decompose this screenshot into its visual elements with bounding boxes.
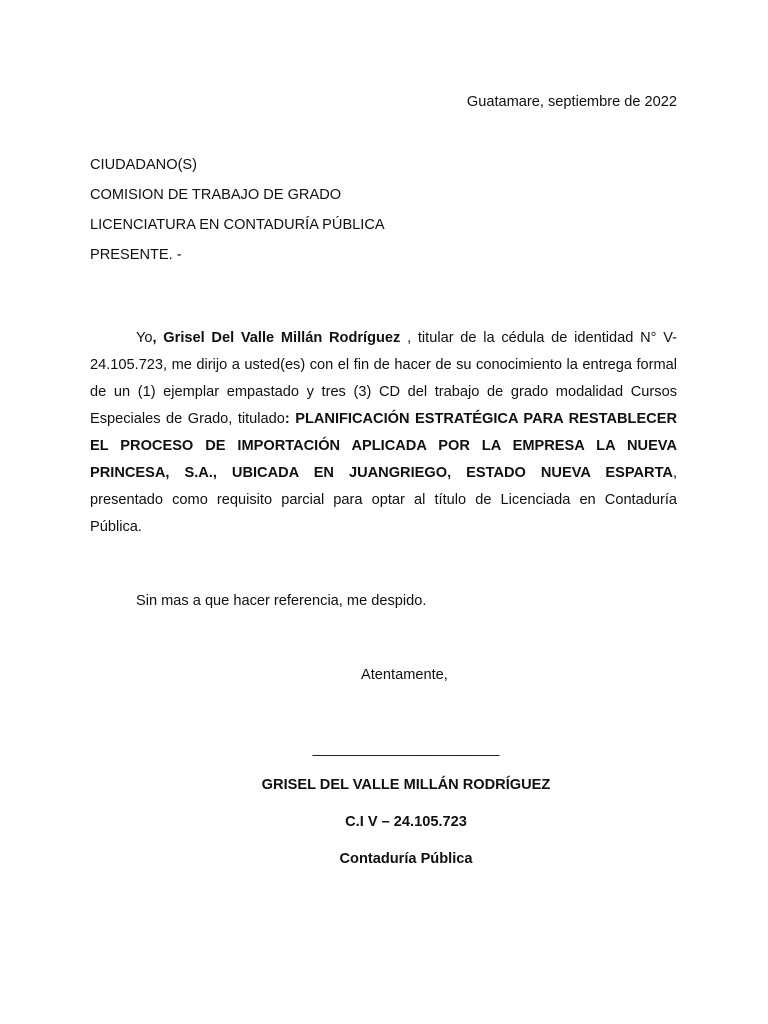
body-text-purpose: , presentado como requisito parcial para optar al título de Licenciada en Contaduría Pública. bbox=[90, 465, 677, 535]
signer-name: GRISEL DEL VALLE MILLÁN RODRÍGUEZ bbox=[261, 777, 551, 793]
recipient-line-commission: COMISION DE TRABAJO DE GRADO bbox=[90, 187, 342, 203]
body-text-intro: , titular de la cédula de identidad N° V-24.105.723, me dirijo a usted(es) con el fin de hacer de su conocimiento la entrega formal de un (1) ejemplar empastado y tres (3) CD del trabajo de grado modalidad Cursos Especiales de Grado, titulado bbox=[90, 330, 677, 427]
signature-line: _______________________ bbox=[312, 741, 500, 757]
regards-text: Atentamente, bbox=[361, 667, 448, 683]
signer-id: C.I V – 24.105.723 bbox=[345, 814, 467, 830]
place-date: Guatamare, septiembre de 2022 bbox=[466, 94, 677, 110]
recipient-block bbox=[90, 150, 385, 270]
recipient-line-degree: LICENCIATURA EN CONTADURÍA PÚBLICA bbox=[90, 217, 385, 233]
recipient-line-present: PRESENTE. - bbox=[90, 247, 182, 263]
closing-sentence: Sin mas a que hacer referencia, me despido. bbox=[136, 593, 427, 609]
letter-body bbox=[90, 325, 677, 541]
thesis-title: : PLANIFICACIÓN ESTRATÉGICA PARA RESTABLECER EL PROCESO DE IMPORTACIÓN APLICADA POR LA EMPRESA LA NUEVA PRINCESA, S.A., UBICADA EN JUANGRIEGO, ESTADO NUEVA ESPARTA bbox=[90, 411, 677, 481]
body-yo: Yo bbox=[136, 330, 153, 346]
author-name: , Grisel Del Valle Millán Rodríguez bbox=[152, 330, 401, 346]
signature-block bbox=[206, 738, 606, 870]
signer-career: Contaduría Pública bbox=[339, 851, 473, 867]
recipient-line-citizen: CIUDADANO(S) bbox=[90, 157, 198, 173]
